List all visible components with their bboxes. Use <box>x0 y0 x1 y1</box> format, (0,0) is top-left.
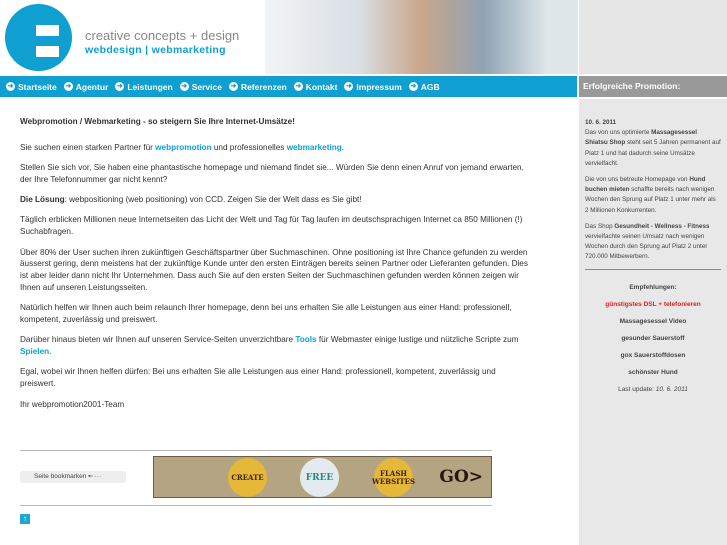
banner-go: GO> <box>439 467 483 487</box>
arrow-right-icon: ➜ <box>181 83 188 90</box>
nav-leistungen[interactable] <box>115 82 172 92</box>
promo-link[interactable]: Hund buchen mieten <box>585 176 706 194</box>
bookmark-button[interactable] <box>20 471 126 483</box>
spielen-link[interactable]: Spielen <box>20 347 50 357</box>
nav-label: Referenzen <box>240 81 287 92</box>
banner-flash: FLASH WEBSITES <box>374 458 413 497</box>
rec-link[interactable]: Massagesessel Video <box>619 317 687 325</box>
main-content <box>20 116 530 419</box>
nav-label: Startseite <box>18 81 57 92</box>
nav-service[interactable] <box>180 82 222 92</box>
recs-title: Empfehlungen: <box>629 283 677 291</box>
rec-link[interactable]: günstigstes DSL + telefonieren <box>605 300 701 308</box>
ad-banner[interactable] <box>153 456 492 498</box>
promo-link[interactable]: Gesundheit - Wellness - Fitness <box>614 222 710 230</box>
paragraph: Sie suchen einen starken Partner für webpromotion und professionelles webmarketing. <box>20 142 345 152</box>
bookmark-label: Seite bookmarken <box>34 473 87 480</box>
divider <box>20 450 492 451</box>
nav-agentur[interactable] <box>64 82 109 92</box>
nav-impressum[interactable] <box>344 82 401 92</box>
sidebar-top <box>579 0 727 74</box>
nav-kontakt[interactable] <box>294 82 338 92</box>
back-to-top-icon[interactable]: ↑ <box>20 514 30 524</box>
paragraph: Darüber hinaus bieten wir Ihnen auf unseren Service-Seiten unverzichtbare Tools für Webmaster einige lustige und nützliche Scripte zum Spielen. <box>20 335 519 357</box>
rec-link[interactable]: gox Sauerstoffdosen <box>620 351 686 359</box>
tagline: creative concepts + design <box>85 28 240 43</box>
subtagline: webdesign | webmarketing <box>85 44 226 56</box>
rec-link[interactable]: schönster Hund <box>628 368 678 376</box>
promo-3: Das Shop Gesundheit - Wellness - Fitness vervielfachte seinen Umsatz nach wenigen Wochen durch den Sprung auf Platz 2 unter 720.000 Mitbewerbern. <box>585 222 710 261</box>
arrow-right-icon: ➜ <box>410 83 417 90</box>
page-title: Webpromotion / Webmarketing - so steigern Sie Ihre Internet-Umsätze! <box>20 117 295 126</box>
nav-startseite[interactable] <box>6 82 57 92</box>
paragraph: Über 80% der User suchen ihren zukünftigen Geschäftspartner über Suchmaschinen. Ohne positioning ist Ihre Chance gefunden zu werden äusserst gering, denn meistens hat der zukünftige Kunde unter den ersten Einträgen bereits seinen Partner oder Lieferanten gefunden. Dies ist aber leider dann nicht Ihr Unternehmen. Dass auch Sie auf den ersten Seiten der Suchmaschinen gefunden werden können zeigen wir Ihnen auf unseren Leistungsseiten. <box>20 247 528 292</box>
nav-agb[interactable] <box>409 82 440 92</box>
arrow-right-icon: ➜ <box>7 83 14 90</box>
nav-referenzen[interactable] <box>229 82 287 92</box>
promo-2: Die von uns betreute Homepage von Hund buchen mieten schaffte bereits nach wenigen Wochen den Sprung auf Platz 1 unter mehr als 2 Millionen Konkurrenten. <box>585 176 716 214</box>
banner-create: CREATE <box>228 458 267 497</box>
paragraph: Natürlich helfen wir Ihnen auch beim relaunch Ihrer homepage, denn bei uns erhalten Sie alle Leistungen aus einer Hand: professionell, kompetent, zuverlässig und preiswert. <box>20 303 512 325</box>
tools-link[interactable]: Tools <box>295 335 317 345</box>
arrow-right-icon: ➜ <box>116 83 123 90</box>
divider <box>20 505 492 506</box>
last-update: Last update: 10. 6. 2011 <box>618 385 688 393</box>
paragraph: Stellen Sie sich vor, Sie haben eine phantastische homepage und niemand findet sie... Würden Sie denn einen Anruf von jemand erwarten, der Ihre Telefonnummer gar nicht kennt? <box>20 163 524 184</box>
promo-link[interactable]: Massagesessel Shiatsu Shop <box>585 129 698 147</box>
nav-label: Kontakt <box>305 81 338 92</box>
logo[interactable] <box>5 4 72 71</box>
paragraph: Die Lösung: webpositioning (web positioning) von CCD. Zeigen Sie der Welt dass es Sie gibt! <box>20 195 362 205</box>
divider <box>585 269 721 270</box>
header-photo <box>265 0 578 74</box>
webpromotion-link[interactable]: webpromotion <box>155 142 212 152</box>
nav-label: Service <box>191 81 222 92</box>
nav-label: Impressum <box>356 81 402 92</box>
promo-1: Das von uns optimierte Massagesessel Shiatsu Shop steht seit 5 Jahren permanent auf Platz 1 und hat dadurch seine Umsätze vervielfacht. <box>585 129 721 167</box>
sidebar <box>579 99 727 545</box>
paragraph: Täglich erblicken Millionen neue Internetseiten das Licht der Welt und Tag für Tag laufen im deutschsprachigen Internet ca 850 Millionen (!) Suchabfragen. <box>20 215 523 237</box>
arrow-right-icon: ➜ <box>295 83 302 90</box>
webmarketing-link[interactable]: webmarketing <box>286 142 342 152</box>
banner-free: FREE <box>300 458 339 497</box>
header <box>0 0 578 74</box>
promo-date: 10. 6. 2011 <box>585 119 617 126</box>
nav-label: AGB <box>420 81 440 92</box>
paragraph: Egal, wobei wir Ihnen helfen dürfen: Bei uns erhalten Sie alle Leistungen aus einer Hand: professionell, kompetent, zuverlässig und preiswert. <box>20 367 496 389</box>
arrow-right-icon: ➜ <box>230 83 237 90</box>
rec-link[interactable]: gesunder Sauerstoff <box>621 334 685 342</box>
arrow-right-icon: ➜ <box>345 83 352 90</box>
nav-label: Agentur <box>75 81 109 92</box>
share-icons: ▪▫ ··· <box>88 473 102 480</box>
main-nav <box>0 76 577 97</box>
arrow-right-icon: ➜ <box>65 83 72 90</box>
signature: Ihr webpromotion2001-Team <box>20 399 125 409</box>
nav-label: Leistungen <box>127 81 173 92</box>
sidebar-title: Erfolgreiche Promotion: <box>579 76 727 97</box>
